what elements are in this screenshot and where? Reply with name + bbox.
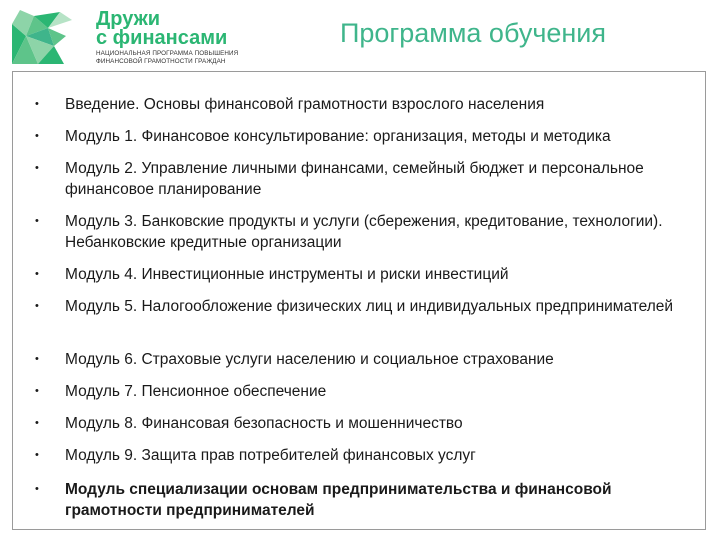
content-box (12, 71, 706, 530)
bullet-icon: • (35, 300, 39, 312)
list-item-text: Модуль 8. Финансовая безопасность и мошенничество (65, 415, 463, 432)
bullet-icon: • (35, 449, 39, 461)
logo (8, 6, 238, 68)
logo-title-line1: Дружи (96, 8, 161, 30)
list-item-text: Модуль 1. Финансовое консультирование: организация, методы и методика (65, 128, 611, 145)
list-item-text: Модуль 5. Налогообложение физических лиц и индивидуальных предпринимателей (65, 298, 674, 315)
bullet-icon: • (35, 268, 39, 280)
logo-subtitle (96, 50, 238, 66)
bullet-icon: • (35, 417, 39, 429)
list-item-text: Модуль 3. Банковские продукты и услуги (сбережения, кредитование, технологии). Небанковские кредитные организации (65, 213, 663, 251)
bullet-icon: • (35, 162, 39, 174)
list-item-text: Модуль 7. Пенсионное обеспечение (65, 383, 327, 400)
bullet-icon: • (35, 353, 39, 365)
logo-subtitle-line1: НАЦИОНАЛЬНАЯ ПРОГРАММА ПОВЫШЕНИЯ (96, 50, 239, 57)
list-item-text: Модуль 9. Защита прав потребителей финансовых услуг (65, 447, 476, 464)
list-item-text: Модуль специализации основам предпринимательства и финансовой грамотности предпринимателей (65, 481, 612, 519)
slide-title: Программа обучения (339, 18, 607, 48)
bullet-icon: • (35, 130, 39, 142)
bullet-icon: • (35, 385, 39, 397)
list-item-text: Модуль 4. Инвестиционные инструменты и риски инвестиций (65, 266, 509, 283)
list-item-text: Модуль 6. Страховые услуги населению и социальное страхование (65, 351, 554, 368)
logo-title-line2: с финансами (96, 27, 228, 49)
list-item-text: Введение. Основы финансовой грамотности взрослого населения (65, 96, 545, 113)
bullet-icon: • (35, 215, 39, 227)
logo-subtitle-line2: ФИНАНСОВОЙ ГРАМОТНОСТИ ГРАЖДАН (96, 58, 226, 65)
dog-logo-icon (8, 6, 78, 66)
list-item-text: Модуль 2. Управление личными финансами, семейный бюджет и персональное финансовое планирование (65, 160, 644, 198)
bullet-icon: • (35, 483, 39, 495)
logo-title (96, 10, 227, 48)
bullet-icon: • (35, 98, 39, 110)
